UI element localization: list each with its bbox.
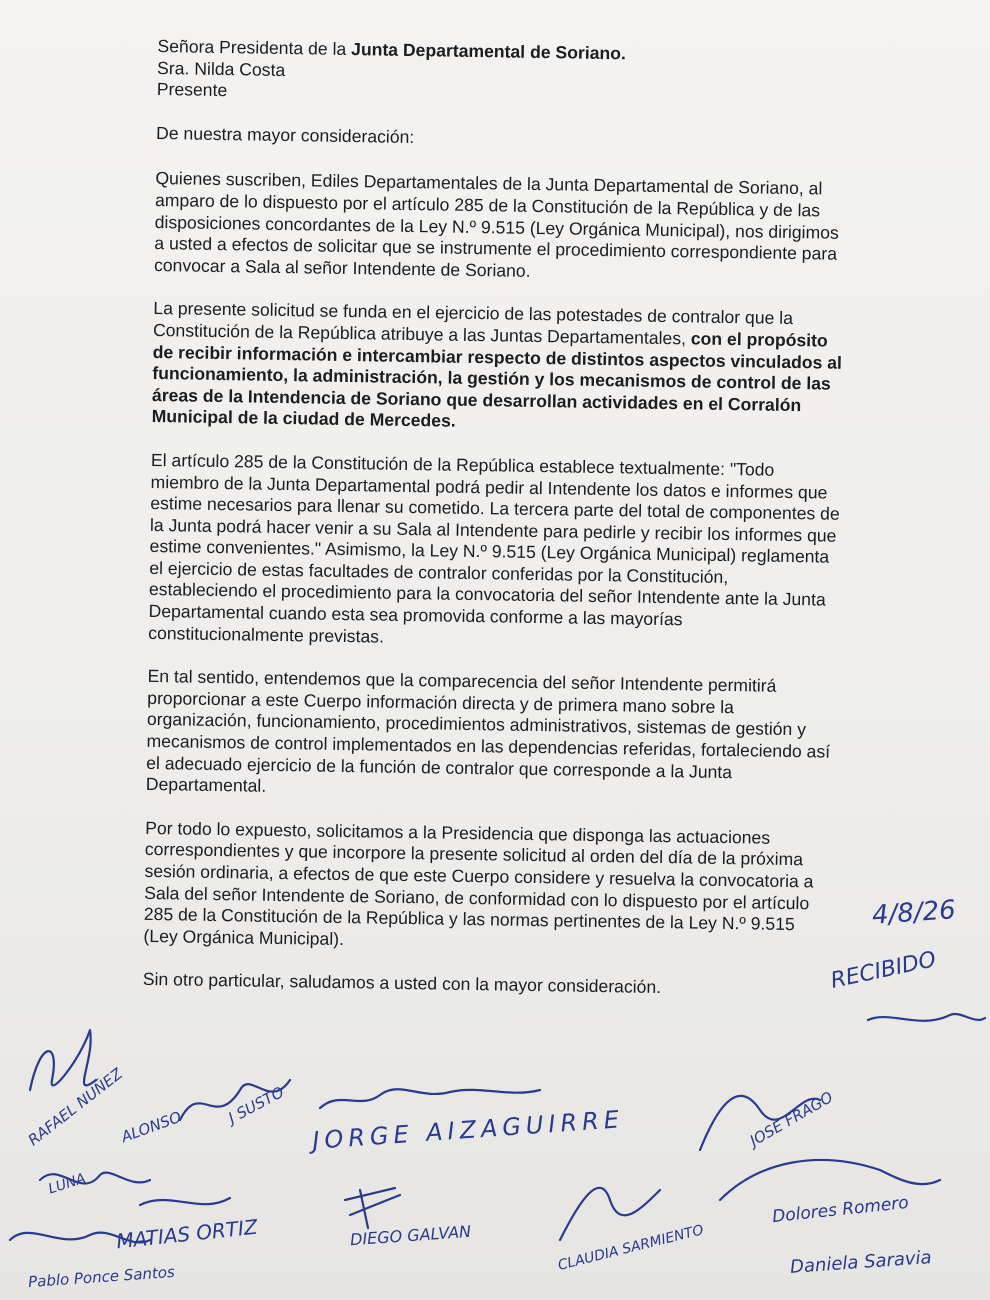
scribble-3 [320,1089,540,1108]
salutation: De nuestra mayor consideración: [155,122,415,147]
signature-name-5: JOSE FRAGO [746,1088,837,1150]
closing-line: Sin otro particular, saludamos a usted con la mayor consideración. [142,969,662,998]
addressee-name: Sra. Nilda Costa [157,57,286,80]
scribble-6 [40,1173,150,1184]
paragraph-2-normal: La presente solicitud se funda en el ejercicio de las potestades de contralor que la Constitución de la República atribuye a las Juntas Departamentales, [152,298,794,349]
scribble-11 [868,1014,985,1021]
paragraph-5: Por todo lo expuesto, solicitamos a la Presidencia que disponga las actuaciones correspondientes y que incorpore la presente solicitud al orden del día de la próxima sesión ordinaria, a efectos de que este Cuerpo considere y resuelva la convocatoria a Sala del señor Intendente de Soriano, de conformidad con lo dispuesto por el artículo 285 de la Constitución de la República y las normas pertinentes de la Ley N.º 9.515 (Ley Orgánica Municipal). [143,817,814,949]
paragraph-1: Quienes suscriben, Ediles Departamentales de la Junta Departamental de Soriano, al amparo de lo dispuesto por el artículo 285 de la Constitución de la República y de las disposiciones concordantes de la Ley N.º 9.515 (Ley Orgánica Municipal), nos dirigimos a usted a efectos de solicitar que se instrumente el procedimiento correspondiente para convocar a Sala al señor Intendente de Soriano. [153,168,839,281]
handwritten-received: RECIBIDO [828,947,939,994]
signature-name-4: JORGE AIZAGUIRRE [311,1105,625,1155]
scribble-8 [345,1188,400,1228]
signature-name-9: CLAUDIA SARMIENTO [556,1222,706,1274]
signature-name-3: J SUSTO [225,1082,287,1128]
paragraph-4: En tal sentido, entendemos que la comparecencia del señor Intendente permitirá proporcionar a este Cuerpo información directa y de primera mano sobre la organización, funcionamiento, procedimientos administrativos, sistemas de gestión y mecanismos de control implementados en las dependencias referidas, fortaleciendo así el adecuado ejercicio de la función de contralor que corresponde a la Junta Departamental. [145,666,831,797]
addressee-presente: Presente [156,79,228,101]
addressee-institution: Junta Departamental de Soriano. [350,39,627,64]
scribble-2 [180,1080,290,1120]
signature-name-7: MATIAS ORTIZ [115,1214,259,1254]
scribble-7 [140,1198,230,1205]
handwritten-date: 4/8/26 [871,895,957,931]
scribble-10 [10,1233,150,1243]
paragraph-2-bold: con el propósito de recibir información e intercambiar respecto de distintos aspectos vinculados al funcionamiento, la administración, la gestión y los mecanismos de control de las áreas de la Intendencia de Soriano que desarrollan actividades en el Corralón Municipal de la ciudad de Mercedes. [151,328,843,432]
signature-name-12: Pablo Ponce Santos [27,1262,176,1292]
signature-name-10: Dolores Romero [771,1192,910,1228]
scribble-5 [720,1160,940,1200]
scribble-1 [30,1030,96,1090]
scribble-9 [560,1188,660,1240]
paragraph-3: El artículo 285 de la Constitución de la República establece textualmente: "Todo miembro de la Junta Departamental podrá pedir al Intendente los datos e informes que estime necesarios para llenar su cometido. La tercera parte del total de componentes de la Junta podrá hacer venir a su Sala al Intendente para pedirle y recibir los informes que estime convenientes." Asimismo, la Ley N.º 9.515 (Ley Orgánica Municipal) reglamenta el ejercicio de estas facultades de contralor conferidas por la Constitución, estableciendo el procedimiento para la convocatoria del señor Intendente ante la Junta Departamental cuando esta sea promovida conforme a las mayorías constitucionalmente previstas. [148,449,840,647]
addressee-line-1: Señora Presidenta de la [157,35,352,60]
signature-name-8: DIEGO GALVAN [349,1221,472,1250]
signature-name-1: RAFAEL NUÑEZ [24,1064,126,1150]
signature-name-6: LUNA [46,1170,88,1198]
signature-name-11: Daniela Saravia [789,1247,933,1278]
scribble-4 [700,1096,820,1150]
signature-name-2: ALONSO [118,1107,184,1147]
